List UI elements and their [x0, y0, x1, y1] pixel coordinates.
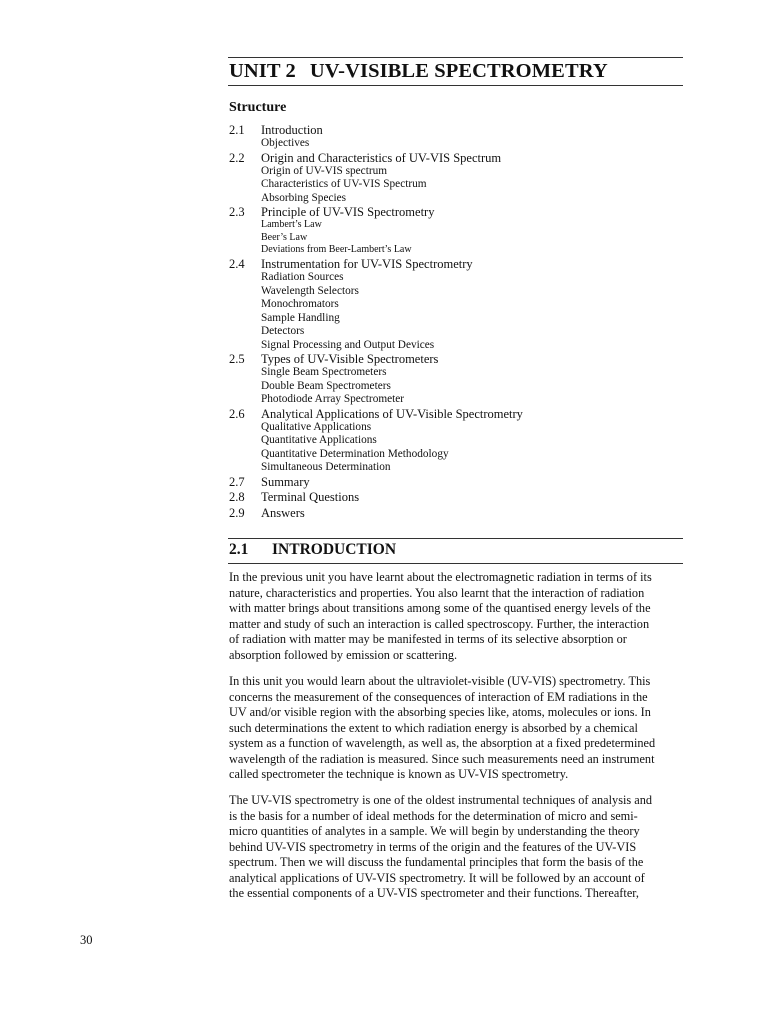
structure-item-label: Absorbing Species — [261, 191, 347, 204]
structure-subsection-item — [229, 232, 689, 245]
structure-item-number: 2.4 — [229, 257, 245, 272]
unit-title-top-rule — [228, 57, 683, 58]
structure-item-label: Qualitative Applications — [261, 420, 372, 433]
structure-item-number: 2.9 — [229, 505, 245, 520]
unit-title-bottom-rule — [228, 85, 683, 86]
structure-item-label: Quantitative Determination Methodology — [261, 447, 449, 460]
paragraph — [229, 793, 689, 902]
paragraph-line: system as a function of wavelength, as well as, the absorption at a fixed predetermined — [229, 736, 656, 750]
paragraph-line: with matter brings about transitions among some of the quantised energy levels of the — [229, 601, 651, 615]
paragraph-line: nature, characteristics and properties. You also learnt that the interaction of radiation — [229, 585, 645, 600]
structure-subsection-item — [229, 339, 689, 353]
structure-item-label: Characteristics of UV-VIS Spectrum — [261, 178, 427, 190]
section-heading-bottom-rule — [228, 563, 683, 564]
structure-item-label: Radiation Sources — [261, 271, 344, 284]
unit-number: UNIT 2 — [229, 60, 296, 82]
structure-item-label: Sample Handling — [261, 311, 340, 324]
structure-item-number: 2.6 — [229, 406, 245, 421]
paragraph-line: absorption followed by emission or scattering. — [229, 647, 458, 662]
page-number: 30 — [80, 933, 93, 947]
paragraph-line: In the previous unit you have learnt about the electromagnetic radiation in terms of its — [229, 570, 652, 584]
structure-item-label: Lambert’s Law — [261, 219, 322, 230]
structure-item-number: 2.3 — [229, 205, 245, 219]
structure-subsection-item — [229, 192, 689, 206]
paragraph-line: spectrum. Then we will discuss the fundamental principles that form the basis of the — [229, 855, 644, 869]
paragraph-line: UV and/or visible region with the absorbing species like, atoms, molecules or ions. In — [229, 705, 651, 719]
unit-name: UV-VISIBLE SPECTROMETRY — [309, 60, 608, 82]
structure-subsection-item — [229, 380, 689, 394]
structure-subsection-item — [229, 434, 689, 448]
structure-section-item — [229, 123, 689, 137]
structure-item-label: Detectors — [261, 325, 305, 338]
structure-item-label: Double Beam Spectrometers — [261, 379, 391, 392]
structure-subsection-item — [229, 285, 689, 299]
structure-subsection-item — [229, 244, 689, 257]
paragraph-line: The UV-VIS spectrometry is one of the oldest instrumental techniques of analysis and — [229, 793, 653, 807]
structure-item-number: 2.8 — [229, 490, 245, 505]
structure-subsection-item — [229, 312, 689, 326]
paragraph-line: called spectrometer the technique is known as UV-VIS spectrometry. — [229, 767, 569, 781]
paragraph — [229, 570, 689, 663]
structure-item-label: Summary — [261, 474, 310, 489]
structure-item-label: Introduction — [261, 123, 323, 137]
structure-item-label: Origin of UV-VIS spectrum — [261, 164, 388, 177]
structure-item-label: Quantitative Applications — [261, 434, 377, 447]
structure-list — [229, 123, 689, 521]
structure-item-label: Signal Processing and Output Devices — [261, 338, 435, 351]
structure-subsection-item — [229, 461, 689, 475]
section-heading — [229, 541, 396, 559]
paragraph-line: concerns the measurement of the consequences of interaction of EM radiations in the — [229, 689, 648, 704]
structure-item-label: Instrumentation for UV-VIS Spectrometry — [261, 257, 473, 272]
structure-item-label: Deviations from Beer-Lambert’s Law — [261, 244, 412, 256]
structure-subsection-item — [229, 178, 689, 192]
structure-subsection-item — [229, 393, 689, 407]
paragraph-line: micro quantities of analytes in a sample. We will begin by understanding the theory — [229, 824, 640, 838]
structure-subsection-item — [229, 219, 689, 232]
structure-section-item — [229, 352, 689, 366]
structure-item-label: Origin and Characteristics of UV-VIS Spectrum — [261, 150, 502, 165]
paragraph-line: In this unit you would learn about the ultraviolet-visible (UV-VIS) spectrometry. This — [229, 674, 651, 688]
structure-section-item — [229, 205, 689, 219]
structure-section-item — [229, 475, 689, 491]
structure-subsection-item — [229, 298, 689, 312]
section-heading-top-rule — [228, 538, 683, 539]
structure-item-number: 2.1 — [229, 123, 245, 137]
paragraph-line: such determinations the extent to which radiation energy is absorbed by a chemical — [229, 720, 638, 735]
structure-section-item — [229, 407, 689, 421]
structure-item-label: Answers — [261, 505, 305, 520]
structure-section-item — [229, 506, 689, 522]
structure-item-label: Beer’s Law — [261, 231, 308, 243]
structure-item-label: Photodiode Array Spectrometer — [261, 393, 405, 406]
paragraph-line: wavelength of the radiation is measured. Since such measurements need an instrument — [229, 751, 655, 766]
structure-item-number: 2.7 — [229, 474, 245, 489]
structure-subsection-item — [229, 366, 689, 380]
structure-item-label: Objectives — [261, 137, 310, 149]
paragraph-line: the essential components of a UV-VIS spectrometer and their functions. Thereafter, — [229, 886, 639, 900]
structure-item-label: Types of UV-Visible Spectrometers — [261, 352, 439, 367]
paragraph — [229, 674, 689, 783]
structure-item-label: Principle of UV-VIS Spectrometry — [261, 205, 435, 219]
paragraph-line: behind UV-VIS spectrometry in terms of the origin and the features of the UV-VIS — [229, 839, 637, 854]
structure-item-number: 2.5 — [229, 352, 245, 367]
unit-title — [229, 60, 608, 83]
structure-section-item — [229, 257, 689, 271]
paragraph-line: matter and study of such an interaction is called spectroscopy. Further, the interaction — [229, 616, 650, 631]
structure-subsection-item — [229, 421, 689, 435]
structure-heading: Structure — [229, 100, 287, 115]
structure-item-label: Monochromators — [261, 298, 339, 311]
paragraph-line: is the basis for a number of ideal methods for the determination of micro and semi- — [229, 808, 638, 823]
paragraph-line: analytical applications of UV-VIS spectrometry. It will be followed by an account of — [229, 870, 645, 885]
structure-item-label: Terminal Questions — [261, 490, 360, 505]
structure-item-label: Single Beam Spectrometers — [261, 366, 387, 379]
structure-item-number: 2.2 — [229, 150, 245, 165]
structure-item-label: Simultaneous Determination — [261, 461, 391, 474]
structure-section-item — [229, 490, 689, 506]
section-number: 2.1 — [229, 541, 249, 558]
structure-item-label: Wavelength Selectors — [261, 284, 359, 297]
structure-subsection-item — [229, 137, 689, 151]
structure-section-item — [229, 151, 689, 165]
structure-subsection-item — [229, 271, 689, 285]
structure-subsection-item — [229, 448, 689, 462]
structure-item-label: Analytical Applications of UV-Visible Spectrometry — [261, 406, 523, 421]
paragraph-line: of radiation with matter may be manifested in terms of its selective absorption or — [229, 632, 627, 646]
structure-subsection-item — [229, 165, 689, 179]
structure-subsection-item — [229, 325, 689, 339]
section-title: INTRODUCTION — [272, 541, 397, 558]
